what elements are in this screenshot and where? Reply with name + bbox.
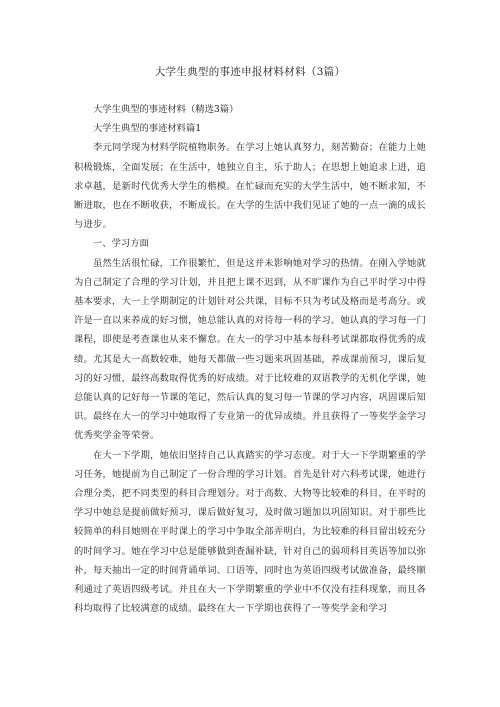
section-title: 大学生典型的事迹材料篇1 (93, 123, 202, 135)
body-paragraph-1: 虽然生活很忙碌，工作很繁忙，但是这并未影响她对学习的热情。在刚入学她就为自己制定了合理的学习计划，并且把上课不迟到，从不旷课作为自己平时学习中得基本要求，大一上学期制定的计划针对公共课，目标不只为考试及格而是考高分。或许是一直以来养成的好习惯，她总能认真的对待每一科的学习。她认真的学习每一门课程，即使是考查课也从来不懈怠。在大一的学习中基本每科考试课都取得优秀的成绩。尤其是大一高数较难，她每天都做一些习题来巩固基础，养成课前预习，课后复习的好习惯，最终高数取得优秀的好成绩。对于比较难的双语教学的无机化学课，她总能认真的记好每一节课的笔记，然后认真的复习每一节课的学习内容，巩固课后知识。最终在大一的学习中她取得了专业第一的优异成绩。并且获得了一等奖学金学习优秀奖学金等荣誉。 (74, 257, 426, 442)
document-title: 大学生典型的事迹申报材料材料（3篇） (154, 66, 346, 78)
document-body (74, 100, 426, 618)
document-heading: 大学生典型的事迹材料（精选3篇） (93, 104, 239, 115)
body-paragraph-2: 在大一下学期，她依旧坚持自己认真踏实的学习态度。对于大一下学期繁重的学习任务，她提前为自己制定了一份合理的学习计划。首先是针对六科考试课，她进行合理分类，把不同类型的科目合理划分。对于高数、大物等比较难的科目，在平时的学习中她总是提前做好预习，课后做好复习，及时做习题加以巩固知识。对于那些比较简单的科目她则在平时课上的学习中争取全部弄明白，为比较难的科目留出较充分的时间学习。她在学习中总是能够做到查漏补缺，针对自己的弱项科目英语等加以弥补，每天抽出一定的时间背诵单词、口语等，同时也为英语四级考试做准备，最终顺利通过了英语四级考试。并且在大一下学期繁重的学业中不仅没有挂科现象，而且各科均取得了比较满意的成绩。最终在大一下学期也获得了一等奖学金和学习 (74, 449, 426, 615)
intro-paragraph: 李元同学现为材料学院植物职务。在学习上她认真努力，刻苦勤奋；在能力上她积极锻炼，全面发展；在生活中，她独立自主，乐于助人；在思想上她追求上进，追求卓越，是新时代优秀大学生的楷模。在忙碌而充实的大学生活中，她不断求知，不断进取，也在不断收获，不断成长。在大学的生活中我们见证了她的一点一滴的成长与进步。 (74, 142, 426, 231)
subsection-heading: 一、学习方面 (93, 238, 149, 250)
